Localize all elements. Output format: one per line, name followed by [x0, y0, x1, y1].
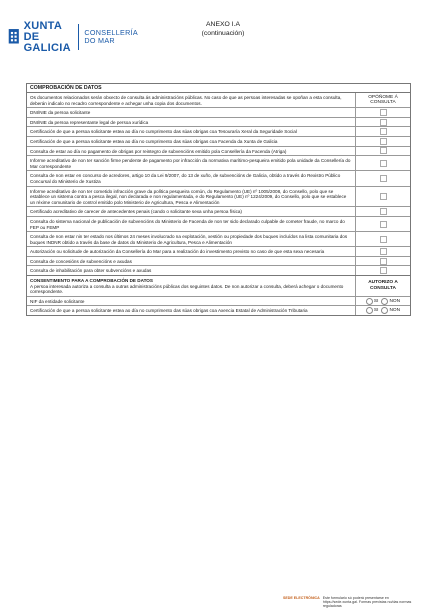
oppose-checkbox[interactable] — [380, 208, 387, 215]
oppose-checkbox-cell — [355, 207, 410, 216]
verification-item-label: Certificación de que a persoa solicitante estea ao día no cumprimento das súas obrigas coa Tesouraría Xeral da Seguridade Social — [30, 129, 297, 135]
verification-item-row — [27, 187, 410, 208]
oppose-checkbox-cell — [355, 156, 410, 170]
verification-item-label: Certificación de que a persoa solicitante estea ao día no cumprimento das súas obrigas coa Facenda da Xunta de Galicia — [30, 138, 278, 144]
verification-item-row — [27, 232, 410, 247]
oppose-checkbox-cell — [355, 171, 410, 185]
verification-item-row — [27, 266, 410, 275]
verification-item-row — [27, 127, 410, 137]
oppose-checkbox-cell — [355, 257, 410, 266]
coat-of-arms-icon — [8, 25, 20, 49]
verification-item-row — [27, 171, 410, 186]
oppose-checkbox-cell — [355, 108, 410, 117]
footer-text: Este formulario só poderá presentarse en https://sede.xunta.gal. Formas previstas no/das normas reguladoras — [322, 596, 412, 609]
consent-item-row — [27, 297, 410, 307]
logo-text-line2: DE GALICIA — [23, 30, 71, 54]
verification-item-label: Informe acreditativo de non ter sanción firme pendente de pagamento por infracción da normativa marítimo-pesqueira emitido pola unidade da Consellería do Mar correspondente — [30, 158, 351, 169]
logo-text-line1: XUNTA — [23, 19, 63, 32]
section-intro-row — [27, 93, 410, 108]
authorize-column-header: AUTORIZO A CONSULTA — [355, 276, 410, 296]
oppose-column-header: OPÓÑOME Á CONSULTA — [355, 93, 410, 107]
oppose-checkbox[interactable] — [380, 236, 387, 243]
verification-item-label: Consulta de inhabilitación para obter subvencións e axudas — [30, 268, 152, 274]
sede-logo: SEDE ELECTRÓNICA — [283, 596, 320, 600]
consent-no-option[interactable] — [381, 307, 400, 314]
consent-title: CONSENTIMENTO PARA A COMPROBACIÓN DE DATOS — [30, 278, 153, 284]
annex-title — [188, 21, 258, 38]
verification-item-label: Informe acreditativo de non ter cometido infracción grave da política pesqueira común, do Regulamento (UE) nº 1005/2008, do Consello, polo que se establece un sistema contra a pesca ilegal, non declarada e non regulamentada, e do Regulamento (UE) nº 1224/2009, do Consello, polo que se establece un réxime comunitario de control emitido polo Ministerio de Agricultura, Pesca e Alimentación — [30, 188, 347, 205]
oppose-checkbox-cell — [355, 217, 410, 231]
verification-item-label: Consulta do sistema nacional de publicación de subvencións do Ministerio de Facenda de non ter sido declarado culpable de cometer fraude, no marco do FEP ou FEMP — [30, 218, 345, 230]
oppose-checkbox[interactable] — [380, 248, 387, 255]
oppose-checkbox-cell — [355, 127, 410, 136]
page-header — [0, 0, 439, 60]
consent-header-row — [27, 275, 410, 297]
verification-item-label: DNI/NIE da persoa representante legal de persoa xurídica — [30, 119, 149, 125]
department-line2: DO MAR — [84, 36, 115, 45]
consent-yes-option[interactable] — [366, 298, 379, 305]
oppose-checkbox[interactable] — [380, 109, 387, 116]
annex-subtitle: (continuación) — [201, 29, 245, 37]
verification-item-label: Consulta de concesións de subvencións e axudas — [30, 258, 132, 264]
oppose-checkbox-cell — [355, 247, 410, 256]
verification-item-label: DNI/NIE da persoa solicitante — [30, 110, 91, 116]
verification-item-row — [27, 247, 410, 257]
xunta-logo — [8, 20, 138, 54]
oppose-checkbox-cell — [355, 232, 410, 246]
annex-heading: ANEXO I.A — [206, 21, 240, 28]
oppose-checkbox[interactable] — [380, 128, 387, 135]
verification-item-row — [27, 137, 410, 147]
radio-label: SI — [373, 308, 379, 314]
oppose-checkbox[interactable] — [380, 193, 387, 200]
oppose-checkbox[interactable] — [380, 267, 387, 274]
oppose-checkbox[interactable] — [380, 160, 387, 167]
page-footer — [283, 596, 423, 609]
oppose-checkbox[interactable] — [380, 119, 387, 126]
oppose-checkbox-cell — [355, 118, 410, 127]
verification-item-label: Certificado acreditativo de carecer de antecedentes penais (cando o solicitante sexa unha persoa física) — [30, 209, 242, 215]
verification-item-label: Consulta de non estar en concurso de acredores, artigo 10 da Lei 9/2007, do 13 de xuño, de subvencións de Galicia, obtido a través do Rexistro Público Concursal do Ministerio de Xustiza — [30, 173, 341, 184]
consent-radio-group — [355, 306, 410, 315]
consent-item-label: NIF da entidade solicitante — [30, 298, 85, 304]
consent-intro-block — [27, 276, 355, 296]
logo-divider — [78, 24, 79, 50]
section-title: COMPROBACIÓN DE DATOS — [27, 84, 410, 93]
verification-item-label: Consulta de non estar nin ter estado nos últimos 24 meses involucrado na explotación, xestión ou propiedade dos buques incluídos na lista comunitaria dos buques INDNR obtido a través da base de datos do Ministerio de Agricultura, Pesca e Alimentación — [30, 234, 348, 245]
radio-label: NON — [389, 298, 401, 304]
consent-item-row — [27, 306, 410, 315]
radio-circle-icon[interactable] — [381, 298, 388, 305]
radio-label: NON — [389, 308, 401, 314]
radio-label: SI — [373, 298, 379, 304]
oppose-checkbox-cell — [355, 187, 410, 207]
verification-item-row — [27, 217, 410, 232]
verification-item-row — [27, 257, 410, 267]
verification-item-row — [27, 147, 410, 157]
consent-no-option[interactable] — [381, 298, 400, 305]
radio-circle-icon[interactable] — [366, 307, 373, 314]
verification-item-row — [27, 118, 410, 128]
department-line1: CONSELLERÍA — [84, 28, 138, 37]
oppose-checkbox-cell — [355, 266, 410, 275]
oppose-checkbox[interactable] — [380, 138, 387, 145]
oppose-checkbox[interactable] — [380, 258, 387, 265]
data-verification-table — [26, 83, 411, 316]
oppose-checkbox-cell — [355, 147, 410, 156]
radio-circle-icon[interactable] — [366, 298, 373, 305]
verification-item-row — [27, 156, 410, 171]
oppose-checkbox[interactable] — [380, 221, 387, 228]
verification-item-label: Consulta de estar ao día no pagamento de obrigas por reintegro de subvencións emitido pola Consellería da Facenda (Atriga) — [30, 148, 287, 154]
consent-radio-group — [355, 297, 410, 306]
radio-circle-icon[interactable] — [381, 307, 388, 314]
consent-yes-option[interactable] — [366, 307, 379, 314]
oppose-checkbox[interactable] — [380, 147, 387, 154]
section-intro: Os documentos relacionados serán obxecto de consulta ás administracións públicas. No caso de que as persoas interesadas se opoñan a esta consulta, deberán indicalo no recadro correspondente e achegar unha copia dos documentos. — [30, 95, 342, 106]
consent-intro: A persoa interesada autoriza a consulta a outras administracións públicas dos seguintes datos. De non autorizar a consulta, deberá achegar o documento correspondente. — [30, 283, 344, 295]
oppose-checkbox[interactable] — [380, 175, 387, 182]
verification-item-row — [27, 108, 410, 118]
oppose-checkbox-cell — [355, 137, 410, 146]
verification-item-label: Autorización ou solicitude de autorización da Consellería do Mar para a realización do investimento previsto no caso de que esta sexa necesaria — [30, 249, 325, 255]
verification-item-row — [27, 207, 410, 217]
consent-item-label: Certificación de que a persoa solicitante estea ao día no cumprimento das súas obrigas coa Axencia Estatal de Administración Tributaria — [30, 308, 308, 314]
